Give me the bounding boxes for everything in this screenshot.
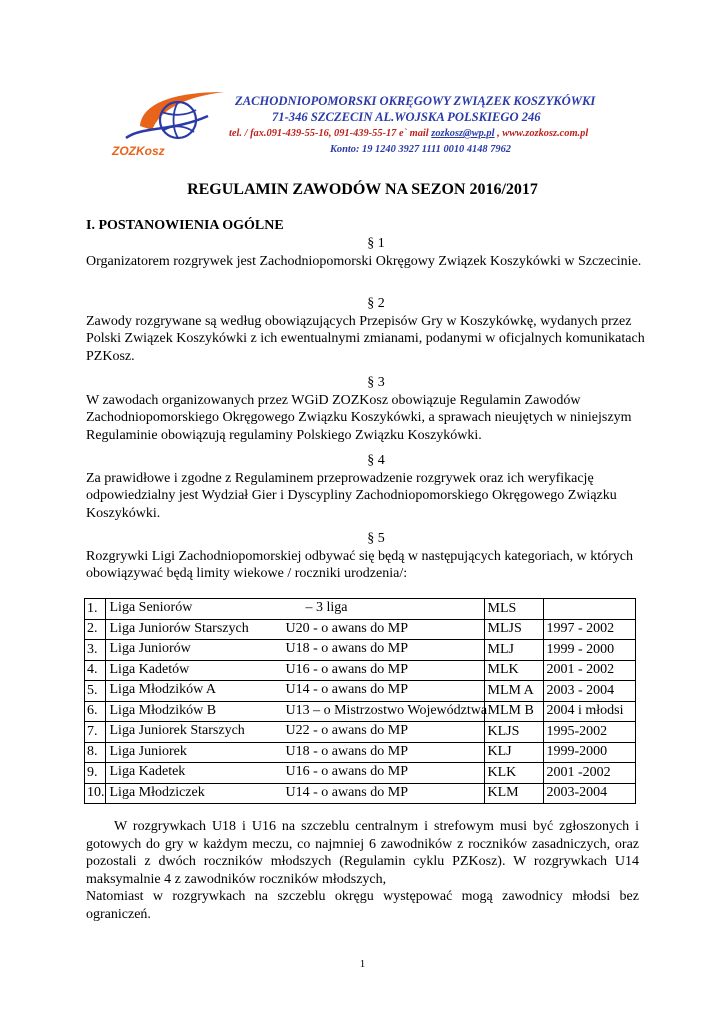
row-number: 1. <box>85 599 106 620</box>
table-row <box>85 742 636 763</box>
row-number: 4. <box>85 660 106 681</box>
category-code: MLS <box>484 599 543 620</box>
category-years: 2001 -2002 <box>543 763 635 784</box>
paragraph-symbol: § 5 <box>367 531 385 546</box>
category-name: Liga Młodziczek <box>109 784 205 800</box>
table-row <box>85 640 636 661</box>
logo-text: ZOZKosz <box>112 144 165 158</box>
category-cell <box>105 660 484 681</box>
category-name: Liga Juniorek Starszych <box>109 723 245 738</box>
category-code: MLJ <box>484 640 543 661</box>
category-condition: U18 - o awans do MP <box>285 641 408 656</box>
category-years: 2001 - 2002 <box>543 660 635 681</box>
category-cell <box>105 681 484 702</box>
category-years: 1995-2002 <box>543 722 635 743</box>
paragraph-4 <box>86 452 646 523</box>
category-years <box>543 599 635 620</box>
category-name: Liga Juniorek <box>109 743 187 759</box>
table-row <box>85 681 636 702</box>
row-number: 3. <box>85 640 106 661</box>
paragraph-text: Za prawidłowe i zgodne z Regulaminem przeprowadzenie rozgrywek oraz ich weryfikację odpowiedzialny jest Wydział Gier i Dyscypliny Zachodniopomorskiego Okręgowego Związku Koszykówki. <box>86 470 617 522</box>
paragraph-symbol: § 3 <box>367 375 385 390</box>
letterhead <box>112 86 672 166</box>
category-condition: U14 - o awans do MP <box>285 682 408 697</box>
paragraph-1 <box>86 235 646 270</box>
row-number: 7. <box>85 722 106 743</box>
category-cell <box>105 763 484 784</box>
org-address: 71-346 SZCZECIN AL.WOJSKA POLSKIEGO 246 <box>272 110 541 124</box>
category-condition: U18 - o awans do MP <box>285 743 408 759</box>
category-code: MLM A <box>484 681 543 702</box>
table-row <box>85 701 636 722</box>
row-number: 10. <box>85 783 106 804</box>
closing-paragraph-1: W rozgrywkach U18 i U16 na szczeblu centralnym i strefowym musi być zgłoszonych i gotowych do gry w każdym meczu, co najmniej 6 zawodników z roczników zasadniczych, oraz pozostali z dwóch roczników młodszych (Regulamin cyklu PZKosz). W rozgrywkach U14 maksymalnie 4 z zawodników roczników młodszych, <box>86 819 639 887</box>
category-years: 1997 - 2002 <box>543 619 635 640</box>
category-code: KLJ <box>484 742 543 763</box>
category-years: 2003-2004 <box>543 783 635 804</box>
category-cell <box>105 599 484 620</box>
category-cell <box>105 619 484 640</box>
table-row <box>85 599 636 620</box>
table-row <box>85 660 636 681</box>
category-years: 2003 - 2004 <box>543 681 635 702</box>
org-name: ZACHODNIOPOMORSKI OKRĘGOWY ZWIĄZEK KOSZYKÓWKI <box>235 94 596 108</box>
section-heading: I. POSTANOWIENIA OGÓLNE <box>86 218 284 233</box>
table-row <box>85 722 636 743</box>
paragraph-symbol: § 1 <box>367 236 385 251</box>
category-years: 2004 i młodsi <box>543 701 635 722</box>
closing-text <box>86 818 639 924</box>
paragraph-text: Rozgrywki Ligi Zachodniopomorskiej odbywać się będą w następujących kategoriach, w których obowiązywać będą limity wiekowe / roczniki urodzenia/: <box>86 548 634 582</box>
row-number: 8. <box>85 742 106 763</box>
document-title: REGULAMIN ZAWODÓW NA SEZON 2016/2017 <box>187 181 538 198</box>
category-name: Liga Juniorów <box>109 641 191 656</box>
category-name: Liga Kadetów <box>109 661 190 677</box>
category-cell <box>105 783 484 804</box>
email-link[interactable]: zozkosz@wp.pl <box>431 128 495 139</box>
table-row <box>85 783 636 804</box>
org-contact <box>229 128 588 139</box>
paragraph-text: Zawody rozgrywane są według obowiązujących Przepisów Gry w Koszykówkę, wydanych przez Polski Związek Koszykówki z ich ewentualnymi zmianami, podanymi w oficjalnych komunikatach PZKosz. <box>86 313 645 365</box>
category-condition: U16 - o awans do MP <box>285 764 408 779</box>
category-years: 1999-2000 <box>543 742 635 763</box>
row-number: 5. <box>85 681 106 702</box>
paragraph-symbol: § 4 <box>367 453 385 468</box>
category-code: KLK <box>484 763 543 784</box>
category-cell <box>105 722 484 743</box>
category-code: MLK <box>484 660 543 681</box>
category-name: Liga Młodzików A <box>109 682 217 697</box>
categories-table <box>84 598 636 804</box>
table-row <box>85 763 636 784</box>
category-cell <box>105 701 488 722</box>
category-condition: – 3 liga <box>305 600 348 615</box>
page-number: 1 <box>359 958 366 970</box>
row-number: 6. <box>85 701 106 722</box>
category-condition: U13 – o Mistrzostwo Województwa <box>285 702 488 718</box>
basketball-swoosh-icon <box>112 86 232 148</box>
paragraph-text: W zawodach organizowanych przez WGiD ZOZKosz obowiązuje Regulamin Zawodów Zachodniopomorskiego Okręgowego Związku Koszykówki, a sprawach nieujętych w niniejszym Regulaminie obowiązują regulaminy Polskiego Związku Koszykówki. <box>86 392 632 444</box>
table-row <box>85 619 636 640</box>
category-cell <box>105 742 484 763</box>
category-name: Liga Młodzików B <box>109 702 217 718</box>
paragraph-2 <box>86 295 646 366</box>
category-condition: U16 - o awans do MP <box>285 661 408 677</box>
category-cell <box>105 640 484 661</box>
category-name: Liga Kadetek <box>109 764 186 779</box>
row-number: 9. <box>85 763 106 784</box>
closing-paragraph-2: Natomiast w rozgrywkach na szczeblu okręgu występować mogą zawodnicy młodsi bez ograniczeń. <box>86 889 639 922</box>
category-name: Liga Seniorów <box>109 600 193 615</box>
category-code: MLJS <box>484 619 543 640</box>
category-years: 1999 - 2000 <box>543 640 635 661</box>
org-account: Konto: 19 1240 3927 1111 0010 4148 7962 <box>330 144 511 155</box>
contact-website: , www.zozkosz.com.pl <box>494 128 589 139</box>
category-code: KLM <box>484 783 543 804</box>
category-code: KLJS <box>484 722 543 743</box>
contact-phone: tel. / fax.091-439-55-16, 091-439-55-17 e` mail <box>229 128 432 139</box>
zozkosz-logo <box>112 86 232 166</box>
paragraph-3 <box>86 374 646 445</box>
category-condition: U14 - o awans do MP <box>285 784 408 800</box>
category-code: MLM B <box>484 701 543 722</box>
paragraph-5 <box>86 530 646 583</box>
category-condition: U22 - o awans do MP <box>285 723 408 738</box>
category-name: Liga Juniorów Starszych <box>109 620 249 636</box>
paragraph-text: Organizatorem rozgrywek jest Zachodniopomorski Okręgowy Związek Koszykówki w Szczecinie. <box>86 253 642 269</box>
category-condition: U20 - o awans do MP <box>285 620 408 636</box>
row-number: 2. <box>85 619 106 640</box>
paragraph-symbol: § 2 <box>367 296 385 311</box>
